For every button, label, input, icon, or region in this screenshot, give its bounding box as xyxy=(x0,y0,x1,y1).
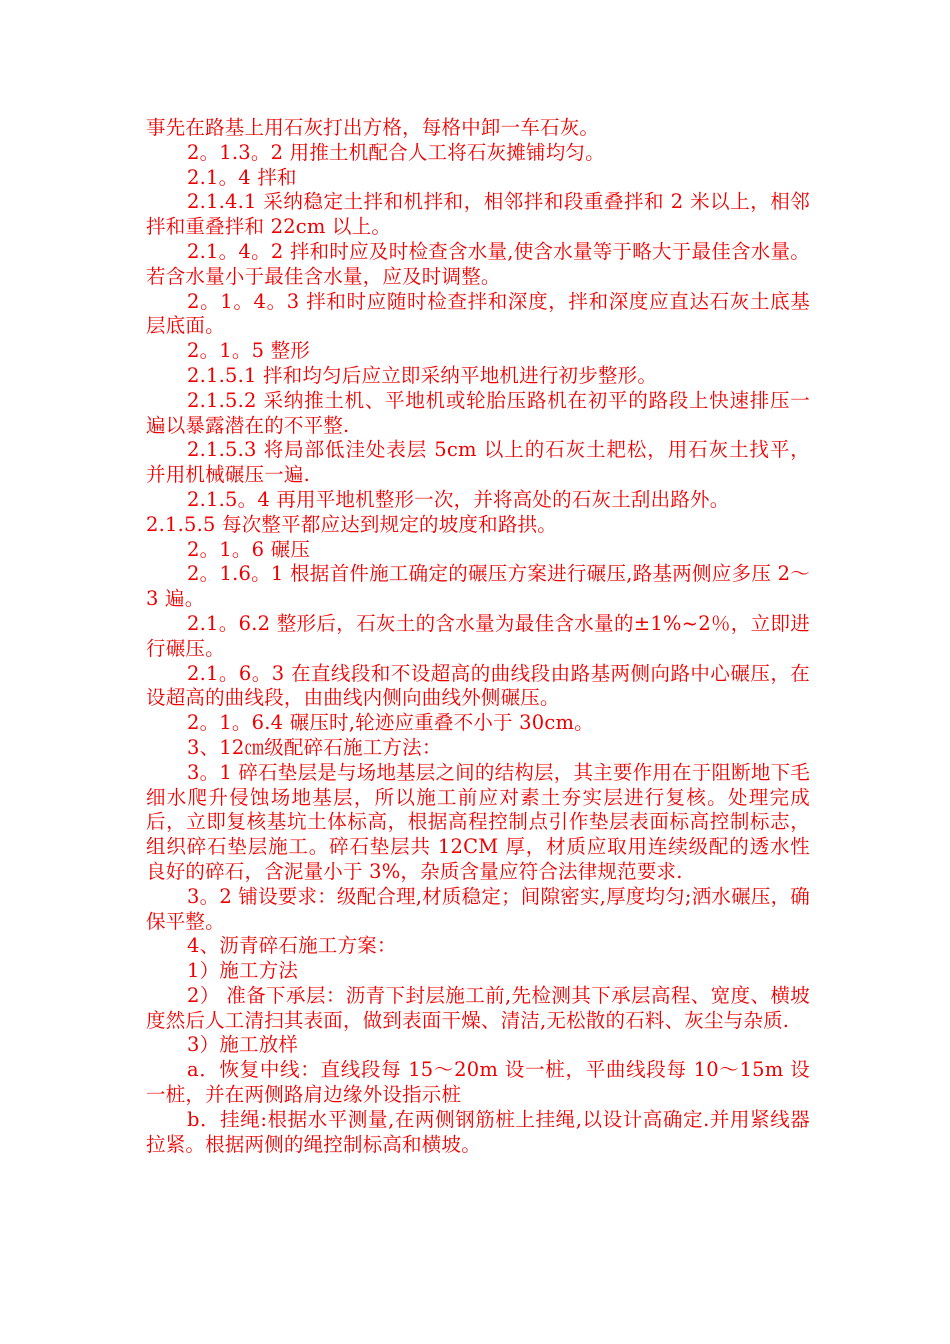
paragraph-1: 事先在路基上用石灰打出方格，每格中卸一车石灰。 xyxy=(146,116,600,139)
paragraph-20: 3。2 铺设要求：级配合理,材质稳定；间隙密实,厚度均匀;洒水碾压，确保平整。 xyxy=(146,884,810,933)
paragraph-22: 1）施工方法 xyxy=(187,959,299,983)
paragraph-4: 2.1.4.1 采纳稳定土拌和机拌和，相邻拌和段重叠拌和 2 米以上，相邻拌和重叠拌和 22cm 以上。 xyxy=(146,190,810,239)
paragraph-11: 2.1.5。4 再用平地机整形一次，并将高处的石灰土刮出路外。 xyxy=(187,487,730,511)
paragraph-19: 3。1 碎石垫层是与场地基层之间的结构层，其主要作用在于阻断地下毛细水爬升侵蚀场地基层，所以施工前应对素土夯实层进行复核。处理完成后，立即复核基坑土体标高，根据高程控制点引作垫层表面标高控制标志，组织碎石垫层施工。碎石垫层共 12CM 厚，材质应取用连续级配的透水性良好的碎石，含泥量小于 3%，杂质含量应符合法律规范要求. xyxy=(146,760,810,883)
paragraph-7: 2。1。5 整形 xyxy=(187,339,311,363)
paragraph-13: 2。1。6 碾压 xyxy=(187,537,311,561)
paragraph-16: 2.1。6。3 在直线段和不设超高的曲线段由路基两侧向路中心碾压，在设超高的曲线段，由曲线内侧向曲线外侧碾压。 xyxy=(146,661,810,710)
paragraph-15: 2.1。6.2 整形后，石灰土的含水量为最佳含水量的±1%~2％，立即进行碾压。 xyxy=(146,611,810,660)
paragraph-23: 2） 准备下承层：沥青下封层施工前,先检测其下承层高程、宽度、横坡度然后人工清扫其表面，做到表面干燥、清洁,无松散的石料、灰尘与杂质. xyxy=(146,983,810,1032)
paragraph-6: 2。1。4。3 拌和时应随时检查拌和深度，拌和深度应直达石灰土底基层底面。 xyxy=(146,289,810,338)
paragraph-9: 2.1.5.2 采纳推土机、平地机或轮胎压路机在初平的路段上快速排压一遍以暴露潜在的不平整. xyxy=(146,388,810,437)
paragraph-12: 2.1.5.5 每次整平都应达到规定的坡度和路拱。 xyxy=(146,512,557,536)
paragraph-2: 2。1.3。2 用推土机配合人工将石灰摊铺均匀。 xyxy=(187,140,605,164)
document-body xyxy=(146,116,810,1157)
paragraph-18: 3、12㎝级配碎石施工方法： xyxy=(187,735,442,759)
paragraph-25: a．恢复中线：直线段每 15～20m 设一桩，平曲线段每 10～15m 设 一桩，并在两侧路肩边缘外设指示桩 xyxy=(146,1058,810,1107)
paragraph-21: 4、沥青碎石施工方案： xyxy=(187,934,397,958)
paragraph-10: 2.1.5.3 将局部低洼处表层 5cm 以上的石灰土耙松，用石灰土找平，并用机械碾压一遍. xyxy=(146,438,810,487)
paragraph-3: 2.1。4 拌和 xyxy=(187,165,297,189)
paragraph-14: 2。1.6。1 根据首件施工确定的碾压方案进行碾压,路基两侧应多压 2～3 遍。 xyxy=(146,562,810,611)
paragraph-5: 2.1。4。2 拌和时应及时检查含水量,使含水量等于略大于最佳含水量。若含水量小于最佳含水量，应及时调整。 xyxy=(146,239,810,288)
paragraph-24: 3）施工放样 xyxy=(187,1033,299,1057)
paragraph-8: 2.1.5.1 拌和均匀后应立即采纳平地机进行初步整形。 xyxy=(187,363,658,387)
paragraph-26: b．挂绳:根据水平测量,在两侧钢筋桩上挂绳,以设计高确定.并用紧线器拉紧。根据两侧的绳控制标高和横坡。 xyxy=(146,1107,810,1156)
paragraph-17: 2。1。6.4 碾压时,轮迹应重叠不小于 30cm。 xyxy=(187,711,594,735)
